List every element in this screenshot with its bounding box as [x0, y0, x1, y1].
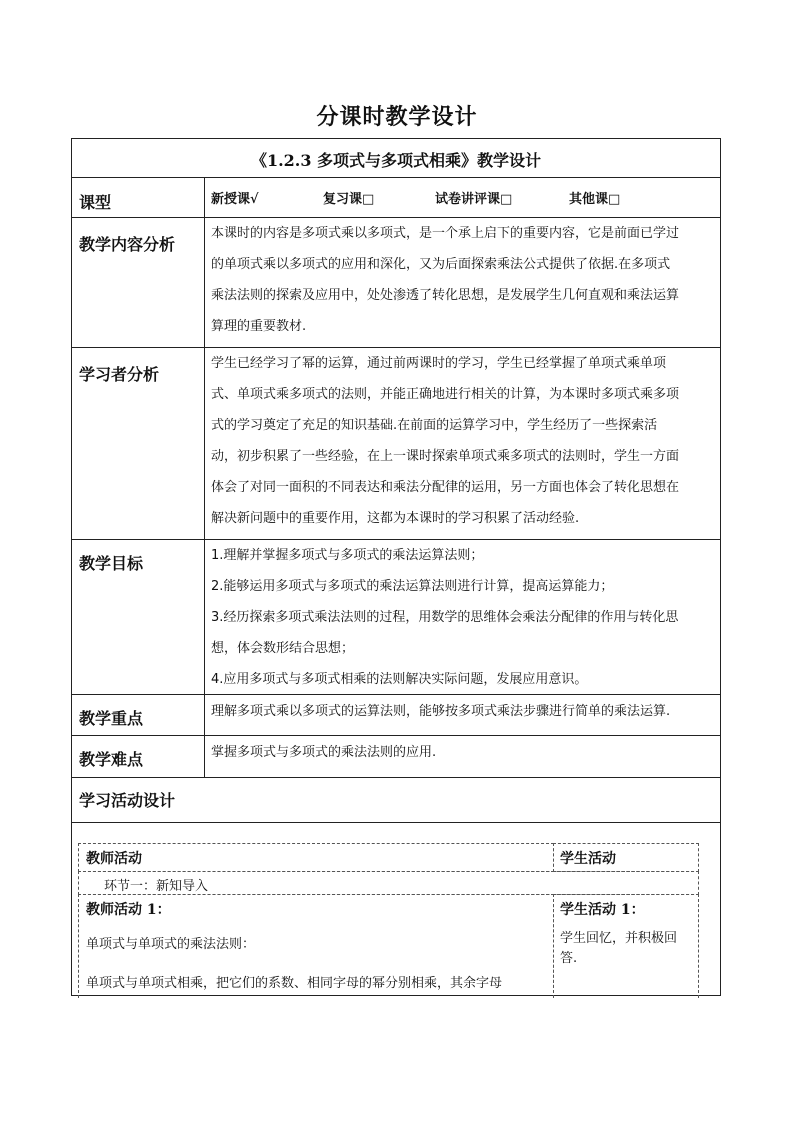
lesson-type-test-review: 试卷讲评课□: [435, 192, 513, 207]
objectives-text: [211, 540, 714, 695]
objectives-label: 教学目标: [79, 554, 144, 573]
learner-analysis-line: 学生已经学习了幂的运算，通过前两课时的学习，学生已经掌握了单项式乘单项: [211, 356, 667, 371]
difficulties-row: [72, 736, 720, 778]
objective-item: 想，体会数形结合思想；: [211, 641, 355, 656]
difficulties-text: 掌握多项式与多项式的乘法法则的应用.: [211, 745, 437, 760]
lesson-type-label: 课型: [79, 193, 112, 212]
activity-design-row: [72, 778, 720, 823]
lesson-type-new: 新授课√: [211, 192, 259, 207]
subtitle-row: [72, 139, 720, 178]
key-points-text: 理解多项式乘以多项式的运算法则，能够按多项式乘法步骤进行简单的乘法运算.: [211, 704, 671, 719]
student-activity-header: 学生活动: [560, 851, 616, 867]
content-analysis-label: 教学内容分析: [79, 235, 176, 254]
student-activity-line: 答.: [560, 951, 578, 966]
objective-item: 4.应用多项式与多项式相乘的法则解决实际问题，发展应用意识。: [211, 672, 588, 687]
student-activity-line: 学生回忆，并积极回: [560, 931, 678, 946]
teacher-header-cell: [78, 843, 554, 872]
content-analysis-row: [72, 218, 720, 348]
objective-item: 1.理解并掌握多项式与多项式的乘法运算法则；: [211, 548, 484, 563]
difficulties-label: 教学难点: [79, 750, 144, 769]
key-points-label: 教学重点: [79, 709, 144, 728]
learner-analysis-line: 解决新问题中的重要作用，这都为本课时的学习积累了活动经验.: [211, 511, 580, 526]
teacher-activity-header: 教师活动: [86, 851, 142, 867]
content-analysis-line: 本课时的内容是多项式乘以多项式，是一个承上启下的重要内容，它是前面已学过: [211, 226, 680, 241]
objectives-row: [72, 540, 720, 695]
objectives-label-cell: [72, 540, 205, 694]
lesson-plan-table: [71, 138, 721, 996]
lesson-type-row: [72, 178, 720, 218]
teacher-activity-title: 教师活动 1：: [86, 902, 171, 918]
learner-analysis-line: 式、单项式乘多项式的法则，并能正确地进行相关的计算，为本课时多项式乘多项: [211, 387, 680, 402]
content-analysis-line: 乘法法则的探索及应用中，处处渗透了转化思想，是发展学生几何直观和乘法运算: [211, 288, 680, 303]
content-analysis-line: 的单项式乘以多项式的应用和深化，又为后面探索乘法公式提供了依据.在多项式: [211, 257, 671, 272]
lesson-subtitle: 《1.2.3 多项式与多项式相乘》教学设计: [250, 151, 542, 170]
objective-item: 2.能够运用多项式与多项式的乘法运算法则进行计算，提高运算能力；: [211, 579, 614, 594]
content-analysis-line: 算理的重要教材.: [211, 319, 307, 334]
content-analysis-text: [211, 218, 714, 342]
learner-analysis-line: 体会了对同一面积的不同表达和乘法分配律的运用，另一方面也体会了转化思想在: [211, 480, 680, 495]
learner-analysis-label: 学习者分析: [79, 365, 160, 384]
learner-analysis-text: [211, 348, 714, 534]
key-points-row: [72, 695, 720, 736]
learner-analysis-label-cell: [72, 348, 205, 539]
key-points-label-cell: [72, 695, 205, 735]
content-analysis-label-cell: [72, 218, 205, 347]
lesson-type-review: 复习课□: [323, 192, 375, 207]
lesson-type-label-cell: [72, 178, 205, 217]
lesson-type-other: 其他课□: [569, 192, 621, 207]
activity-table: [78, 843, 698, 997]
learner-analysis-line: 式的学习奠定了充足的知识基础.在前面的运算学习中，学生经历了一些探索活: [211, 418, 658, 433]
page-title: 分课时教学设计: [316, 104, 478, 130]
teacher-activity-line: 单项式与单项式的乘法法则：: [86, 937, 256, 952]
student-activity-title: 学生活动 1：: [560, 902, 645, 918]
objective-item: 3.经历探索多项式乘法法则的过程，用数学的思维体会乘法分配律的作用与转化思: [211, 610, 679, 625]
teacher-activity-line: 单项式与单项式相乘，把它们的系数、相同字母的幂分别相乘，其余字母: [86, 976, 503, 991]
learner-analysis-line: 动，初步积累了一些经验，在上一课时探索单项式乘多项式的法则时，学生一方面: [211, 449, 680, 464]
section-title: 环节一：新知导入: [104, 879, 209, 894]
difficulties-label-cell: [72, 736, 205, 777]
activity-design-label: 学习活动设计: [79, 791, 176, 810]
learner-analysis-row: [72, 348, 720, 540]
